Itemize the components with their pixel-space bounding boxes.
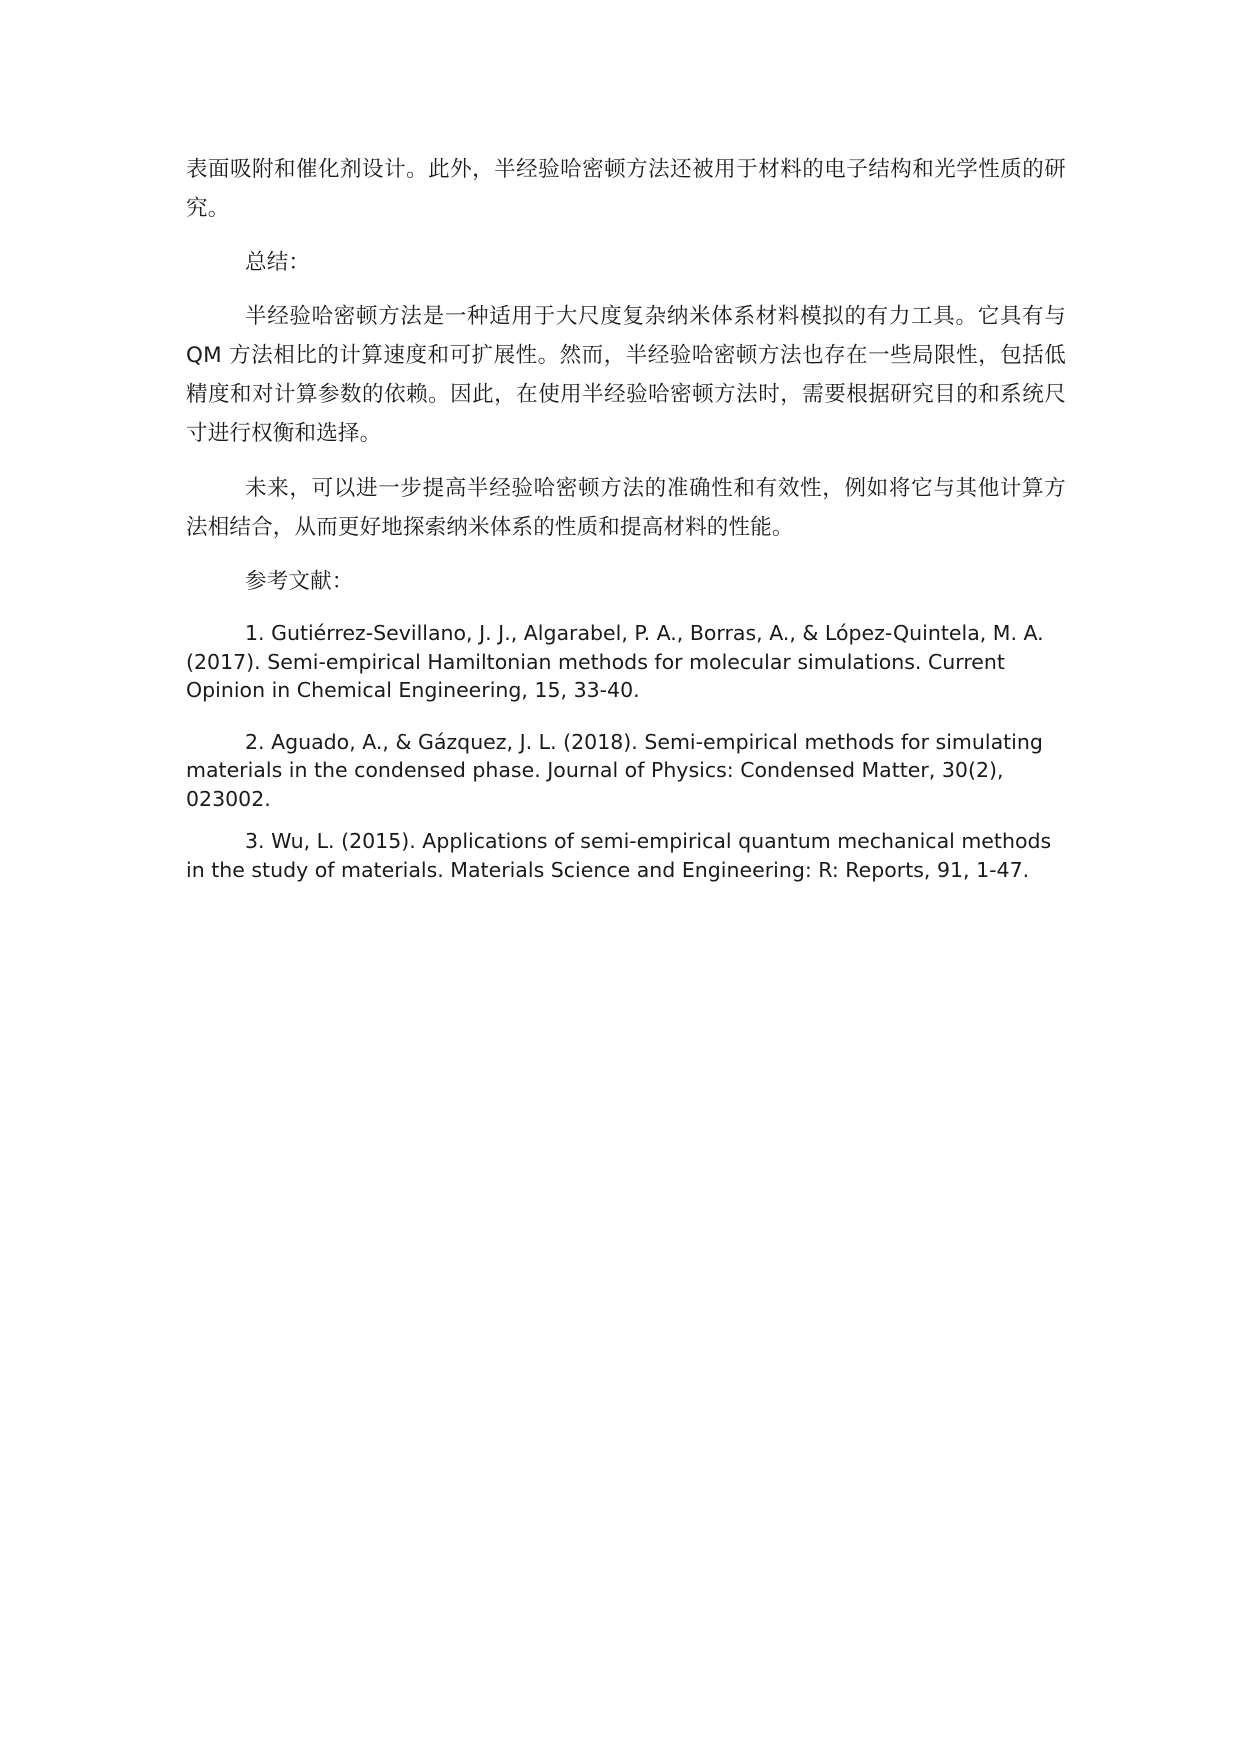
summary-paragraph: 半经验哈密顿方法是一种适用于大尺度复杂纳米体系材料模拟的有力工具。它具有与 QM 方法相比的计算速度和可扩展性。然而，半经验哈密顿方法也存在一些局限性，包括低精度和对计算参数的依赖。因此，在使用半经验哈密顿方法时，需要根据研究目的和系统尺寸进行权衡和选择。 — [186, 304, 1066, 446]
document-page — [186, 150, 1066, 884]
reference-item-3: 3. Wu, L. (2015). Applications of semi-empirical quantum mechanical methods in the study of materials. Materials Science and Engineering: R: Reports, 91, 1-47. — [186, 829, 1052, 882]
summary-heading: 总结： — [245, 250, 311, 275]
future-paragraph: 未来，可以进一步提高半经验哈密顿方法的准确性和有效性，例如将它与其他计算方法相结合，从而更好地探索纳米体系的性质和提高材料的性能。 — [186, 476, 1066, 540]
references-heading: 参考文献： — [245, 569, 354, 594]
paragraph-continuation: 表面吸附和催化剂设计。此外，半经验哈密顿方法还被用于材料的电子结构和光学性质的研究。 — [186, 157, 1066, 221]
reference-item-2: 2. Aguado, A., & Gázquez, J. L. (2018). Semi-empirical methods for simulating materials in the condensed phase. Journal of Physics: Condensed Matter, 30(2), 023002. — [186, 729, 1043, 811]
reference-item-1: 1. Gutiérrez-Sevillano, J. J., Algarabel, P. A., Borras, A., & López-Quintela, M. A. (2017). Semi-empirical Hamiltonian methods for molecular simulations. Current Opinion in Chemical Engineering, 15, 33-40. — [186, 621, 1044, 702]
